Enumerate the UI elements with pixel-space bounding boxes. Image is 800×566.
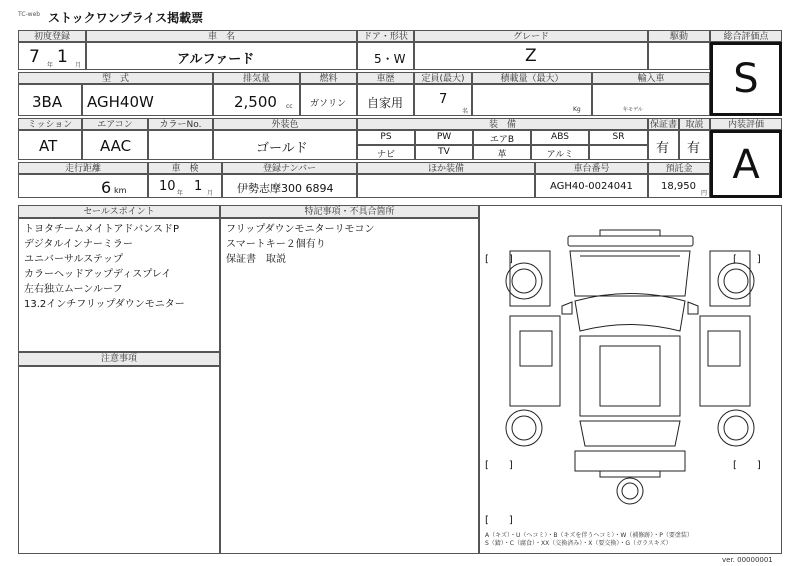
insp-year-unit: 年 (177, 190, 184, 197)
fuel-cell (300, 84, 357, 116)
special-notes-box (220, 218, 479, 554)
equip-tv: TV (438, 147, 450, 157)
capacity-header: 定員(最大) (414, 72, 472, 84)
overall-rating-box (710, 42, 782, 116)
history-value: 自家用 (367, 96, 404, 110)
load-unit: Kg (573, 106, 581, 113)
special-notes-list (226, 222, 375, 267)
manual-value: 有 (687, 141, 701, 156)
aircon-header: エアコン (82, 118, 148, 130)
month-unit: 月 (75, 62, 82, 69)
capacity-value: 7 (439, 92, 448, 107)
equip-cell (473, 145, 531, 160)
reg-plate-value: 伊勢志摩300 6894 (237, 182, 334, 195)
special-note-item: 保証書 取説 (226, 254, 286, 265)
page-title: ストックワンプライス掲載票 (48, 11, 204, 25)
manual-header: 取説 (679, 118, 710, 130)
insp-month-unit: 月 (207, 190, 214, 197)
aircon-value: AAC (100, 137, 132, 155)
special-note-item: スマートキー２個有り (226, 239, 326, 250)
chassis-no-cell (535, 174, 648, 198)
equip-cell (589, 145, 648, 160)
model-header: 型 式 (18, 72, 213, 84)
interior-rating-header: 内装評価 (710, 118, 782, 130)
exterior-color-value: ゴールド (256, 141, 308, 156)
load-capacity-header: 積載量（最大） (472, 72, 592, 84)
door-shape-header: ドア・形状 (357, 30, 414, 42)
caution-header: 注意事項 (18, 352, 220, 366)
overall-rating-header: 総合評価点 (710, 30, 782, 42)
equip-cell (357, 145, 415, 160)
aircon-cell (82, 130, 148, 160)
logo: TC-web (18, 11, 41, 18)
chassis-no-header: 車台番号 (535, 162, 648, 174)
warranty-header: 保証書 (649, 120, 677, 130)
model-prefix-cell (18, 84, 82, 116)
displacement-unit: cc (286, 103, 293, 110)
car-name-value: アルファード (177, 52, 255, 67)
grade-value: Z (525, 46, 537, 66)
deposit-header: 預託金 (648, 162, 710, 174)
capacity-cell (414, 84, 472, 116)
displacement-value: 2,500 (234, 93, 277, 111)
equip-pw: PW (436, 132, 452, 142)
door-shape-cell (357, 42, 414, 70)
equip-cell (473, 130, 531, 145)
sales-points-box (18, 218, 220, 352)
door-shape-value: 5・W (374, 52, 406, 66)
sales-point-item: 左右独立ムーンルーフ (24, 284, 123, 295)
equip-alloy: アルミ (546, 150, 574, 160)
equip-airbag: エアB (489, 135, 515, 145)
sales-point-item: 13.2インチフリップダウンモニター (24, 299, 185, 310)
warranty-cell (648, 130, 679, 160)
overall-rating-value: S (733, 56, 759, 102)
grade-cell (414, 42, 648, 70)
drive-cell (648, 42, 710, 70)
drive-header: 駆動 (648, 30, 710, 42)
color-no-header: カラーNo. (148, 118, 213, 130)
exterior-color-cell (213, 130, 357, 160)
color-no-cell (148, 130, 213, 160)
special-note-item: フリップダウンモニターリモコン (226, 224, 375, 235)
insp-month-value: 1 (194, 179, 203, 194)
sales-point-item: トヨタチームメイトアドバンスドP (24, 224, 180, 235)
mileage-unit: km (114, 186, 127, 195)
model-prefix-value: 3BA (32, 93, 63, 111)
fuel-value: ガソリン (310, 99, 347, 109)
displacement-header: 排気量 (213, 72, 300, 84)
reg-plate-header: 登録ナンバー (222, 162, 357, 174)
equip-navi: ナビ (376, 150, 395, 160)
import-header: 輸入車 (592, 72, 710, 84)
first-reg-header: 初度登録 (18, 30, 86, 42)
damage-bracket: [ ] (485, 460, 513, 471)
first-reg-cell (18, 42, 86, 70)
equip-cell (415, 130, 473, 145)
chassis-no-value: AGH40-0024041 (550, 181, 633, 192)
capacity-unit: 名 (462, 108, 469, 115)
first-reg-month: 1 (57, 47, 68, 67)
equip-cell (531, 145, 589, 160)
deposit-value: 18,950 (661, 181, 696, 192)
exterior-color-header: 外装色 (213, 118, 357, 130)
car-name-cell (86, 42, 357, 70)
damage-bracket: [ ] (733, 254, 761, 265)
other-equipment-cell (357, 174, 535, 198)
mission-header: ミッション (18, 118, 82, 130)
history-header: 車歴 (357, 72, 414, 84)
mission-value: AT (39, 137, 58, 155)
warranty-value: 有 (656, 141, 670, 156)
damage-legend (485, 532, 693, 548)
first-reg-year: 7 (29, 47, 40, 67)
sales-points-list (24, 222, 185, 312)
damage-bracket: [ ] (733, 460, 761, 471)
equip-sr: SR (612, 132, 625, 142)
inspection-header: 車 検 (148, 162, 222, 174)
legend-line: A（キズ）・U（ヘコミ）・B（キズを伴うヘコミ）・W（補修跡）・P（要塗装） (485, 532, 693, 539)
mileage-header: 走行距離 (18, 162, 148, 174)
damage-bracket: [ ] (485, 515, 513, 526)
history-cell (357, 84, 414, 116)
car-name-header: 車 名 (86, 30, 357, 42)
equip-cell (357, 130, 415, 145)
legend-line: S（錆）・C（腐食）・XX（交換済み）・X（要交換）・G（ガラスキズ） (485, 540, 672, 547)
damage-diagram-box (479, 205, 782, 554)
reg-plate-cell (222, 174, 357, 198)
displacement-cell (213, 84, 300, 116)
interior-rating-value: A (732, 142, 760, 188)
sales-point-item: カラーヘッドアップディスプレイ (24, 269, 172, 280)
equip-cell (589, 130, 648, 145)
fuel-header: 燃料 (300, 72, 357, 84)
mileage-cell (18, 174, 148, 198)
model-cell (82, 84, 213, 116)
grade-header: グレード (414, 30, 648, 42)
equipment-header: 装 備 (357, 118, 648, 130)
equip-leather: 革 (497, 150, 507, 160)
sales-point-item: ユニバーサルステップ (24, 254, 123, 265)
other-equipment-header: ほか装備 (357, 162, 535, 174)
mileage-value: 6 (101, 178, 112, 197)
import-unit: 年モデル (623, 107, 643, 113)
insp-year-value: 10 (159, 179, 176, 194)
special-notes-header: 特記事項・不具合箇所 (220, 205, 479, 218)
damage-bracket: [ ] (485, 254, 513, 265)
deposit-unit: 円 (701, 190, 708, 197)
interior-rating-box (710, 130, 782, 198)
sales-point-item: デジタルインナーミラー (24, 239, 133, 250)
equip-cell (531, 130, 589, 145)
equip-abs: ABS (551, 132, 569, 142)
sales-points-header: セールスポイント (18, 205, 220, 218)
model-value: AGH40W (87, 93, 154, 111)
caution-box (18, 366, 220, 554)
version-label: ver. 00000001 (722, 556, 773, 564)
deposit-cell (648, 174, 710, 198)
inspection-cell (148, 174, 222, 198)
import-cell (592, 84, 710, 116)
mission-cell (18, 130, 82, 160)
year-unit: 年 (47, 62, 54, 69)
equip-cell (415, 145, 473, 160)
equip-ps: PS (380, 132, 392, 142)
manual-cell (679, 130, 710, 160)
load-capacity-cell (472, 84, 592, 116)
